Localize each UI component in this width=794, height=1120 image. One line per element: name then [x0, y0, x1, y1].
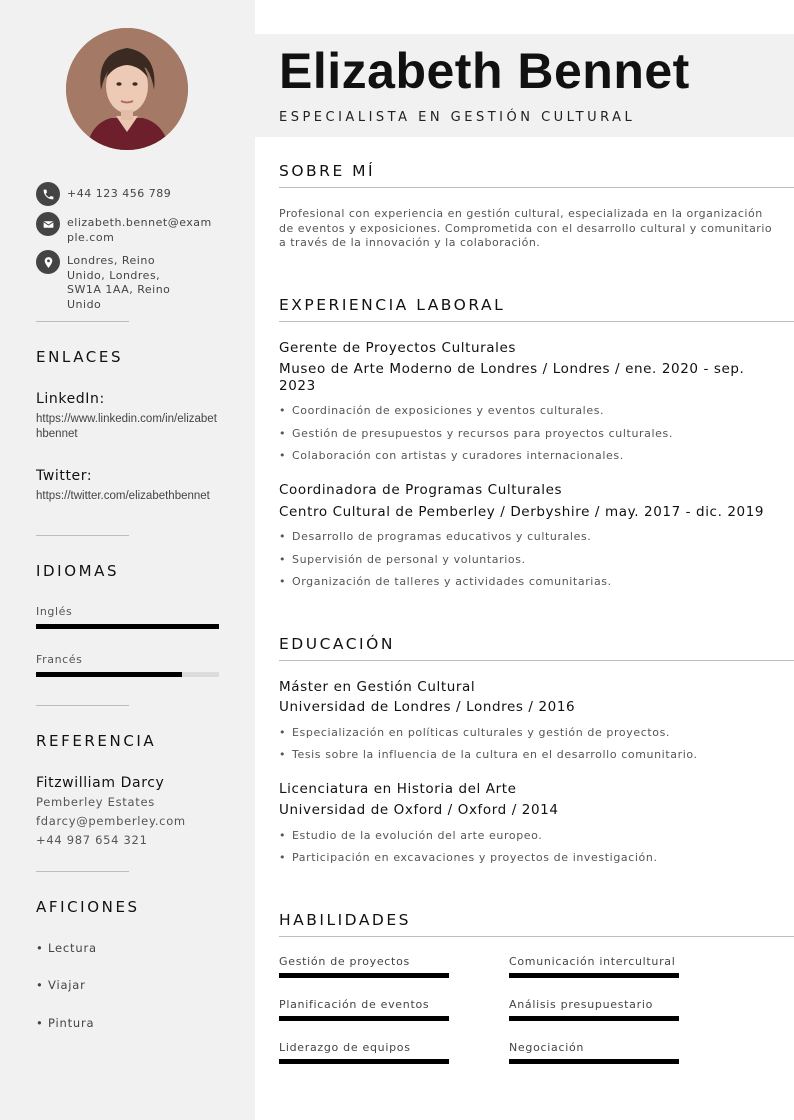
skill-bar: [509, 973, 679, 978]
job-bullet: • Supervisión de personal y voluntarios.: [279, 553, 526, 566]
skills-heading: HABILIDADES: [279, 911, 412, 929]
main-content: [255, 0, 794, 1120]
skill-label: Comunicación intercultural: [509, 955, 676, 968]
job-role: ESPECIALISTA EN GESTIÓN CULTURAL: [279, 110, 636, 125]
hobbies-heading: AFICIONES: [36, 898, 140, 916]
skill-label: Negociación: [509, 1041, 585, 1054]
job-title: Gerente de Proyectos Culturales: [279, 340, 517, 356]
contact-address: [36, 250, 192, 312]
twitter-label: Twitter:: [36, 468, 93, 484]
skill-bar: [509, 1059, 679, 1064]
degree-title: Licenciatura en Historia del Arte: [279, 781, 517, 797]
skill-label: Análisis presupuestario: [509, 998, 654, 1011]
job-title: Coordinadora de Programas Culturales: [279, 482, 563, 498]
job-bullet: • Gestión de presupuestos y recursos para proyectos culturales.: [279, 427, 673, 440]
reference-email[interactable]: fdarcy@pemberley.com: [36, 814, 186, 828]
reference-heading: REFERENCIA: [36, 732, 157, 750]
skill-bar: [509, 1016, 679, 1021]
job-bullet: • Coordinación de exposiciones y eventos culturales.: [279, 404, 605, 417]
language-level-bar: [36, 672, 219, 677]
links-heading: ENLACES: [36, 348, 124, 366]
degree-detail: Universidad de Oxford / Oxford / 2014: [279, 802, 559, 818]
linkedin-label: LinkedIn:: [36, 391, 105, 407]
avatar: [66, 28, 188, 150]
language-name: Francés: [36, 653, 83, 666]
degree-detail: Universidad de Londres / Londres / 2016: [279, 699, 576, 715]
skill-bar: [279, 1059, 449, 1064]
contact-phone: [36, 182, 219, 206]
reference-company: Pemberley Estates: [36, 795, 155, 809]
phone-icon: [36, 182, 60, 206]
language-level-fill: [36, 672, 182, 677]
hobby-label: Pintura: [48, 1016, 95, 1030]
skill-label: Gestión de proyectos: [279, 955, 410, 968]
hobby-item: • Lectura: [36, 941, 97, 955]
degree-bullet: • Estudio de la evolución del arte europeo.: [279, 829, 543, 842]
mail-icon: [36, 212, 60, 236]
language-level-fill: [36, 624, 219, 629]
divider: [36, 535, 129, 536]
section-rule: [279, 187, 794, 188]
hobby-label: Viajar: [48, 978, 86, 992]
degree-bullet: • Especialización en políticas culturales y gestión de proyectos.: [279, 726, 671, 739]
divider: [36, 871, 129, 872]
job-detail: Centro Cultural de Pemberley / Derbyshire / may. 2017 - dic. 2019: [279, 504, 765, 520]
job-bullet: • Colaboración con artistas y curadores internacionales.: [279, 449, 624, 462]
portrait-image: [66, 28, 188, 150]
language-name: Inglés: [36, 605, 73, 618]
experience-heading: EXPERIENCIA LABORAL: [279, 296, 506, 314]
languages-heading: IDIOMAS: [36, 562, 120, 580]
hobby-label: Lectura: [48, 941, 97, 955]
degree-bullet: • Participación en excavaciones y proyectos de investigación.: [279, 851, 658, 864]
job-bullet: • Organización de talleres y actividades comunitarias.: [279, 575, 612, 588]
phone-text: +44 123 456 789: [67, 187, 172, 200]
divider: [36, 321, 129, 322]
reference-phone: +44 987 654 321: [36, 833, 148, 847]
language-level-bar: [36, 624, 219, 629]
section-rule: [279, 321, 794, 322]
linkedin-link[interactable]: https://www.linkedin.com/in/elizabethbennet: [36, 413, 217, 440]
about-heading: SOBRE MÍ: [279, 162, 376, 180]
skill-label: Liderazgo de equipos: [279, 1041, 411, 1054]
divider: [36, 705, 129, 706]
sidebar: [0, 0, 255, 1120]
degree-title: Máster en Gestión Cultural: [279, 679, 476, 695]
hobby-item: • Pintura: [36, 1016, 95, 1030]
skill-bar: [279, 1016, 449, 1021]
twitter-link[interactable]: https://twitter.com/elizabethbennet: [36, 490, 210, 502]
education-heading: EDUCACIÓN: [279, 635, 395, 653]
section-rule: [279, 660, 794, 661]
section-rule: [279, 936, 794, 937]
job-detail: Museo de Arte Moderno de Londres / Londres / ene. 2020 - sep. 2023: [279, 361, 745, 394]
reference-name: Fitzwilliam Darcy: [36, 775, 165, 791]
job-bullet: • Desarrollo de programas educativos y culturales.: [279, 530, 592, 543]
degree-bullet: • Tesis sobre la influencia de la cultura en el desarrollo comunitario.: [279, 748, 698, 761]
contact-email: [36, 212, 219, 245]
full-name: Elizabeth Bennet: [279, 43, 690, 99]
about-text: Profesional con experiencia en gestión cultural, especializada en la organización de eventos y exposiciones. Comprometida con el desarrollo cultural y comunitario a través de la innovación y la colaboración.: [279, 207, 773, 249]
hobby-item: • Viajar: [36, 978, 86, 992]
skill-label: Planificación de eventos: [279, 998, 430, 1011]
skill-bar: [279, 973, 449, 978]
email-text[interactable]: elizabeth.bennet@example.com: [67, 216, 212, 244]
location-pin-icon: [36, 250, 60, 274]
address-text: Londres, Reino Unido, Londres, SW1A 1AA, Reino Unido: [67, 254, 171, 311]
